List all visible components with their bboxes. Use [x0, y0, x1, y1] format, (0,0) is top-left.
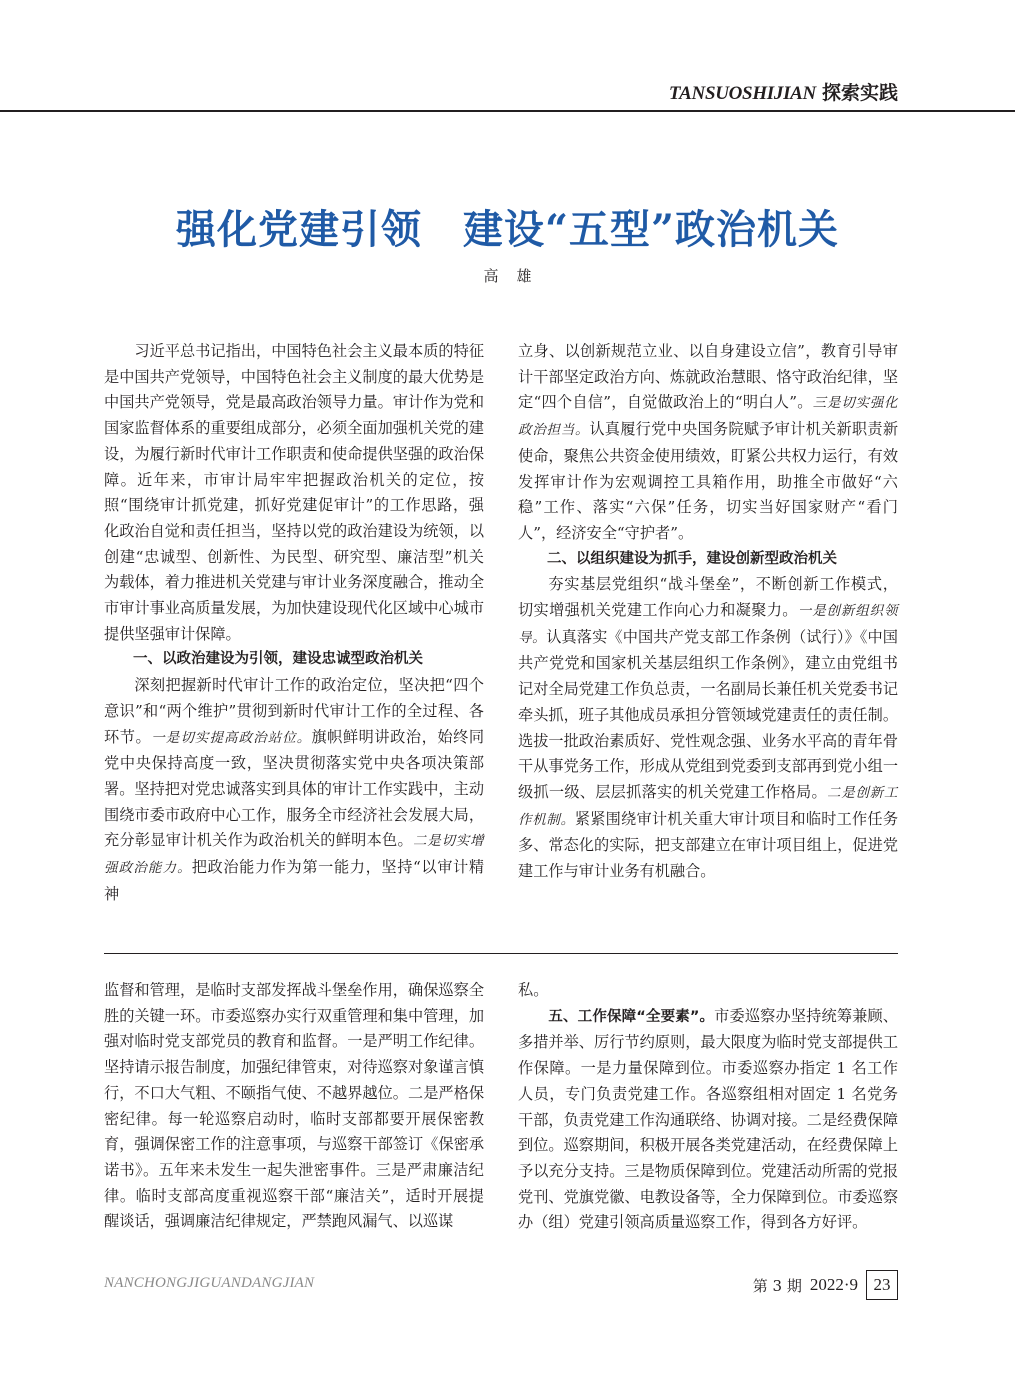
paragraph-continued: 立身、以创新规范立业、以自身建设立信”，教育引导审计干部坚定政治方向、炼就政治慧眼、恪守政治纪律，坚定“四个自信”，自觉做政治上的“明白人”。三是切实强化政治担当。认真履行党中央国务院赋予审计机关新职责新使命，聚焦公共资金使用绩效，盯紧公共权力运行，有效发挥审计作为宏观调控工具箱作用，助推全市做好“六稳”工作、落实“六保”任务，切实当好国家财产“看门人”，经济安全“守护者”。	[518, 342, 899, 542]
article-author: 高雄	[483, 267, 550, 285]
article-title: 强化党建引领 建设“五型”政治机关	[175, 206, 839, 253]
paragraph-continued: 私。	[518, 981, 549, 999]
column-upper-right	[518, 339, 898, 885]
paragraph-section-1: 深刻把握新时代审计工作的政治定位，坚决把“四个意识”和“两个维护”贯彻到新时代审计工作的全过程、各环节。一是切实提高政治站位。旗帜鲜明讲政治，始终同党中央保持高度一致，坚决贯彻落实党中央各项决策部署。坚持把对党忠诚落实到具体的审计工作实践中，主动围绕市委市政府中心工作，服务全市经济社会发展大局，充分彰显审计机关作为政治机关的鲜明本色。二是切实增强政治能力。把政治能力作为第一能力，坚持“以审计精神	[104, 676, 485, 903]
section-name-en: TANSUOSHIJIAN	[668, 83, 816, 104]
journal-name-footer: NANCHONGJIGUANDANGJIAN	[104, 1275, 315, 1291]
emphasis-point: 一是切实提高政治站位。	[151, 729, 312, 746]
column-lower-left	[104, 978, 484, 1235]
column-lower-right	[518, 978, 898, 1236]
paragraph-section-2: 夯实基层党组织“战斗堡垒”，不断创新工作模式，切实增强机关党建工作向心力和凝聚力。一是创新组织领导。认真落实《中国共产党支部工作条例（试行）》《中国共产党党和国家机关基层组织工作条例》，建立由党组书记对全局党建工作负总责，一名副局长兼任机关党委书记牵头抓，班子其他成员承担分管领域党建责任的责任制。选拔一批政治素质好、党性观念强、业务水平高的青年骨干从事党务工作，形成从党组到党委到支部再到党小组一级抓一级、层层抓落实的机关党建工作格局。二是创新工作机制。紧紧围绕审计机关重大审计项目和临时工作任务多、常态化的实际，把支部建立在审计项目组上，促进党建工作与审计业务有机融合。	[518, 575, 899, 881]
issue-number: 第 3 期	[752, 1276, 802, 1295]
header-divider	[0, 110, 1015, 112]
issue-date: 2022·9	[809, 1275, 858, 1294]
emphasis-point: 二是创新工作机制。	[518, 784, 899, 828]
emphasis-point: 一是创新组织领导。	[518, 603, 898, 646]
section-heading-1: 一、以政治建设为引领，建设忠诚型政治机关	[133, 651, 423, 668]
column-upper-left	[104, 339, 484, 907]
emphasis-point: 二是切实增强政治能力。	[104, 833, 485, 877]
journal-section-header	[669, 78, 898, 108]
paragraph-continued: 监督和管理，是临时支部发挥战斗堡垒作用，确保巡察全胜的关键一环。市委巡察办实行双重管理和集中管理，加强对临时党支部党员的教育和监督。一是严明工作纪律。坚持请示报告制度，加强纪律管束，对待巡察对象谨言慎行，不口大气粗、不颐指气使、不越界越位。二是严格保密纪律。每一轮巡察启动时，临时支部都要开展保密教育，强调保密工作的注意事项，与巡察干部签订《保密承诺书》。五年来未发生一起失泄密事件。三是严肃廉洁纪律。临时支部高度重视巡察干部“廉洁关”，适时开展提醒谈话，强调廉洁纪律规定，严禁跑风漏气、以巡谋	[104, 981, 484, 1231]
paragraph-intro: 习近平总书记指出，中国特色社会主义最本质的特征是中国共产党领导，中国特色社会主义制度的最大优势是中国共产党领导，党是最高政治领导力量。审计作为党和国家监督体系的重要组成部分，必须全面加强机关党的建设，为履行新时代审计工作职责和使命提供坚强的政治保障。近年来，市审计局牢牢把握政治机关的定位，按照“围绕审计抓党建，抓好党建促审计”的工作思路，强化政治自觉和责任担当，坚持以党的政治建设为统领，以创建“忠诚型、创新性、为民型、研究型、廉洁型”机关为载体，着力推进机关党建与审计业务深度融合，推动全市审计事业高质量发展，为加快建设现代化区域中心城市提供坚强审计保障。	[104, 342, 484, 643]
issue-info	[753, 1270, 898, 1300]
bold-lead: 五、工作保障“全要素”。	[548, 1008, 715, 1025]
emphasis-point: 三是切实强化政治担当。	[518, 395, 899, 439]
paragraph-work-guarantee: 五、工作保障“全要素”。市委巡察办坚持统筹兼顾、多措并举、厉行节约原则，最大限度为临时党支部提供工作保障。一是力量保障到位。市委巡察办指定 1 名工作人员，专门负责党建工作。各巡察组相对固定 1 名党务干部，负责党建工作沟通联络、协调对接。二是经费保障到位。巡察期间，积极开展各类党建活动，在经费保障上予以充分支持。三是物质保障到位。党建活动所需的党报党刊、党旗党徽、电教设备等，全力保障到位。市委巡察办（组）党建引领高质量巡察工作，得到各方好评。	[518, 1006, 898, 1232]
section-divider	[104, 953, 898, 954]
section-name-zh: 探索实践	[821, 82, 898, 104]
section-heading-2: 二、以组织建设为抓手，建设创新型政治机关	[547, 550, 837, 567]
page-number: 23	[866, 1270, 898, 1300]
